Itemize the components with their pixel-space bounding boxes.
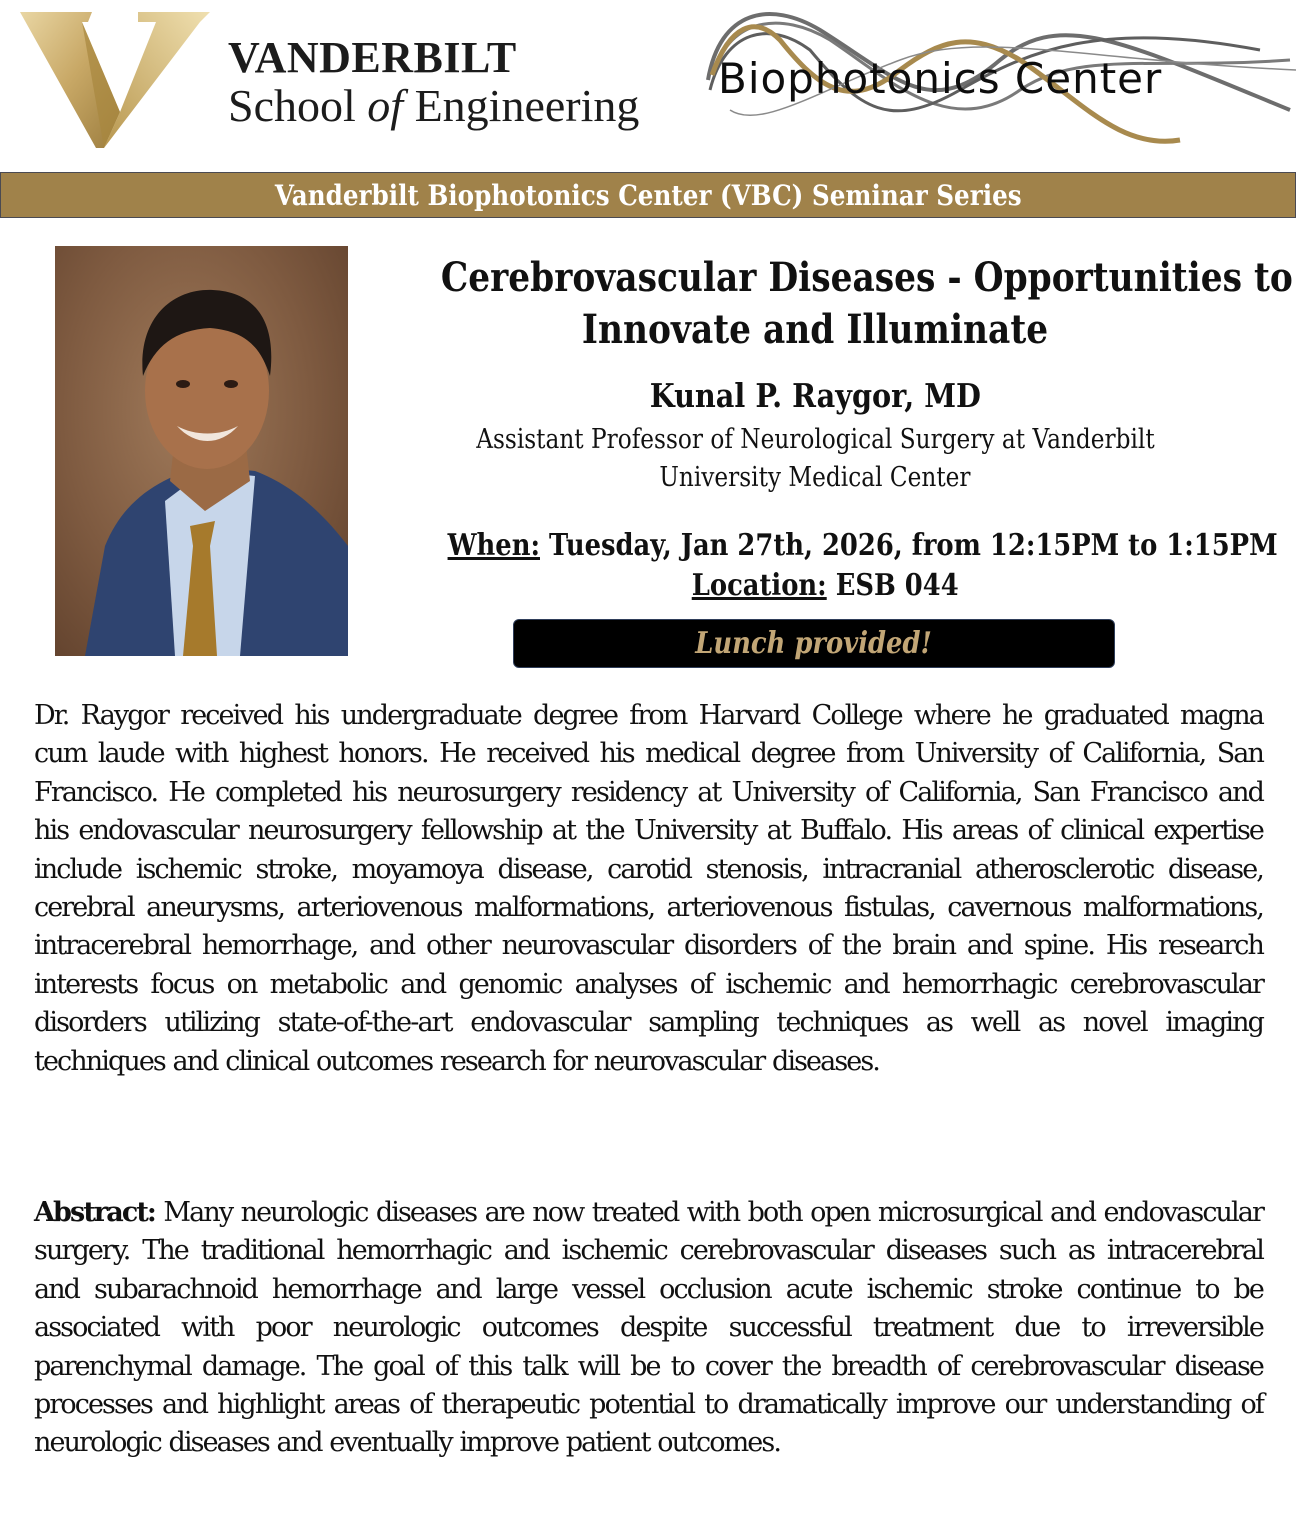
event-location (380, 566, 1270, 606)
event-details (380, 526, 1278, 606)
event-when (380, 526, 1278, 566)
location-value: ESB 044 (826, 568, 959, 603)
center-name: Biophotonics Center (718, 54, 1163, 103)
speaker-photo (55, 246, 348, 656)
school-name: School of Engineering (228, 80, 640, 131)
speaker-name: Kunal P. Raygor, MD (649, 376, 981, 415)
biophotonics-center-logo (700, 0, 1296, 150)
bio-text: Dr. Raygor received his undergraduate degree from Harvard College where he graduated magna cum laude with highest honors. He received his medical degree from University of California, San Francisco. He completed his neurosurgery residency at University of California, San Francisco and his endovascular neurosurgery fellowship at the University at Buffalo. His areas of clinical expertise include ischemic stroke, moyamoya disease, carotid stenosis, intracranial atherosclerotic disease, cerebral aneurysms, arteriovenous malformations, arteriovenous fistulas, cavernous malformations, intracerebral hemorrhage, and other neurovascular disorders of the brain and spine. His research interests focus on metabolic and genomic analyses of ischemic and hemorrhagic cerebrovascular disorders utilizing state-of-the-art endovascular sampling techniques as well as novel imaging techniques and clinical outcomes research for neurovascular diseases. (34, 700, 1263, 1077)
talk-title-line-1: Cerebrovascular Diseases - Opportunities to (440, 254, 1293, 301)
speaker-affiliation (380, 421, 1250, 497)
speaker-bio (34, 697, 1263, 1081)
location-label: Location: (691, 568, 827, 603)
speaker-portrait-icon (55, 246, 348, 656)
abstract-label: Abstract: (34, 1197, 155, 1228)
seminar-series-banner (0, 172, 1296, 218)
affiliation-line-2: University Medical Center (659, 462, 971, 493)
talk-title (380, 252, 1293, 356)
affiliation-line-1: Assistant Professor of Neurological Surgery at Vanderbilt (475, 424, 1155, 455)
banner-title: Vanderbilt Biophotonics Center (VBC) Seminar Series (274, 178, 1022, 212)
when-value: Tuesday, Jan 27th, 2026, from 12:15PM to 1:15PM (540, 528, 1278, 563)
lunch-provided-badge: Lunch provided! (513, 619, 1115, 668)
abstract-text: Many neurologic diseases are now treated with both open microsurgical and endovascular surgery. The traditional hemorrhagic and ischemic cerebrovascular diseases such as intracerebral and subarachnoid hemorrhage and large vessel occlusion acute ischemic stroke continue to be associated with poor neurologic outcomes despite successful treatment due to irreversible parenchymal damage. The goal of this talk will be to cover the breadth of cerebrovascular disease processes and highlight areas of therapeutic potential to dramatically improve our understanding of neurologic diseases and eventually improve patient outcomes. (34, 1197, 1263, 1459)
gold-v-icon (20, 8, 210, 148)
when-label: When: (447, 528, 541, 563)
talk-title-line-2: Innovate and Illuminate (581, 306, 1049, 353)
vanderbilt-engineering-logo (10, 6, 650, 146)
talk-abstract (34, 1194, 1263, 1463)
university-name: VANDERBILT (228, 33, 517, 82)
